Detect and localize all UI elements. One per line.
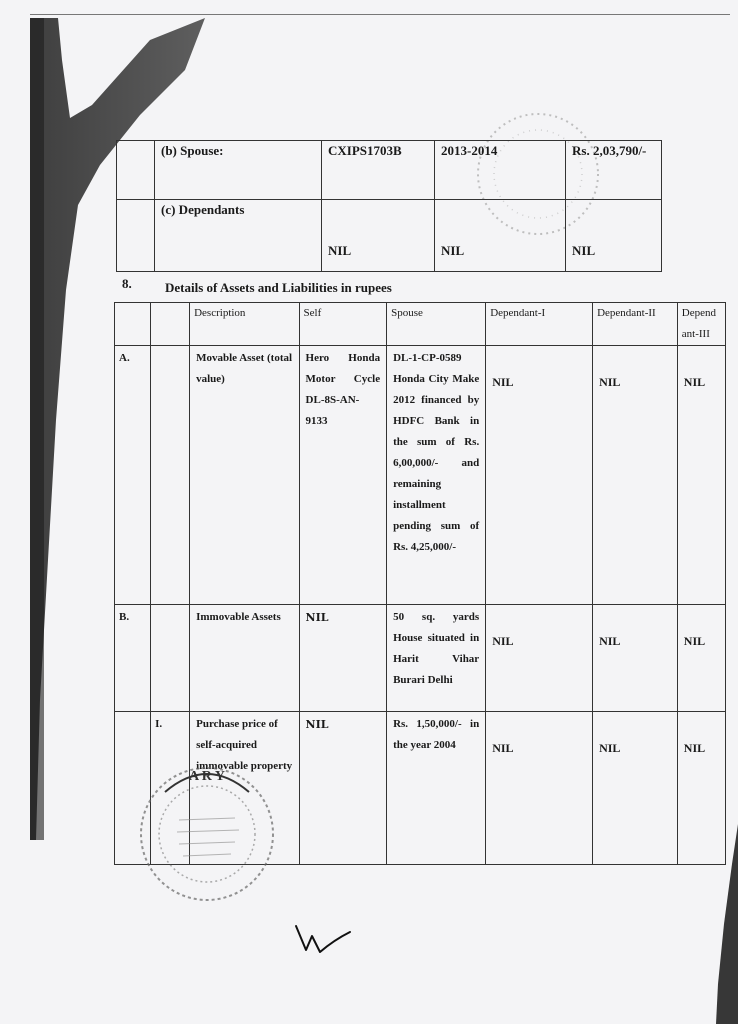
year-cell: NIL [435,200,566,272]
income-cell: Rs. 2,03,790/- [566,141,662,200]
dependant-3-value: NIL [677,712,725,865]
self-value: NIL [299,605,387,712]
row-sub-number [151,605,190,712]
table-header-row [115,303,726,346]
table-row [117,200,662,272]
header-dependant-3: Depend ant-III [677,303,725,346]
self-value: NIL [299,712,387,865]
notary-seal-stamp [135,756,285,906]
row-number: B. [115,605,151,712]
pan-cell: NIL [322,200,435,272]
dependant-2-value: NIL [593,712,678,865]
table-row [115,346,726,605]
row-sub-number: I. [151,712,190,865]
table-row [117,141,662,200]
pan-cell: CXIPS1703B [322,141,435,200]
header-dependant-1: Dependant-I [486,303,593,346]
row-number-cell [117,200,155,272]
stamp-text: A R Y [188,769,226,784]
row-number: A. [115,346,151,605]
spouse-value: DL-1-CP-0589 Honda City Make 2012 financed by HDFC Bank in the sum of Rs. 6,00,000/- and remaining installment pending sum of Rs. 4,25,000/- [387,346,486,605]
header-cell [115,303,151,346]
dependant-2-value: NIL [593,605,678,712]
row-label-cell: (c) Dependants [155,200,322,272]
signature [290,918,360,958]
header-dependant-2: Dependant-II [593,303,678,346]
row-description: Movable Asset (total value) [190,346,299,605]
table-row [115,605,726,712]
section-title: Details of Assets and Liabilities in rupees [165,280,392,295]
header-description: Description [190,303,299,346]
dependant-3-value: NIL [677,605,725,712]
spouse-value: 50 sq. yards House situated in Harit Vihar Burari Delhi [387,605,486,712]
row-description: Purchase price of self-acquired immovable property [190,712,299,865]
row-description: Immovable Assets [190,605,299,712]
income-cell: NIL [566,200,662,272]
section-number: 8. [122,276,132,291]
header-spouse: Spouse [387,303,486,346]
spouse-value: Rs. 1,50,000/- in the year 2004 [387,712,486,865]
row-number-cell [117,141,155,200]
row-label-cell: (b) Spouse: [155,141,322,200]
self-value: Hero Honda Motor Cycle DL-8S-AN-9133 [299,346,387,605]
row-sub-number [151,346,190,605]
dependant-2-value: NIL [593,346,678,605]
header-self: Self [299,303,387,346]
spouse-dependants-table [116,140,662,272]
dependant-1-value: NIL [486,712,593,865]
year-cell: 2013-2014 [435,141,566,200]
dependant-1-value: NIL [486,605,593,712]
header-cell [151,303,190,346]
dependant-3-value: NIL [677,346,725,605]
dependant-1-value: NIL [486,346,593,605]
